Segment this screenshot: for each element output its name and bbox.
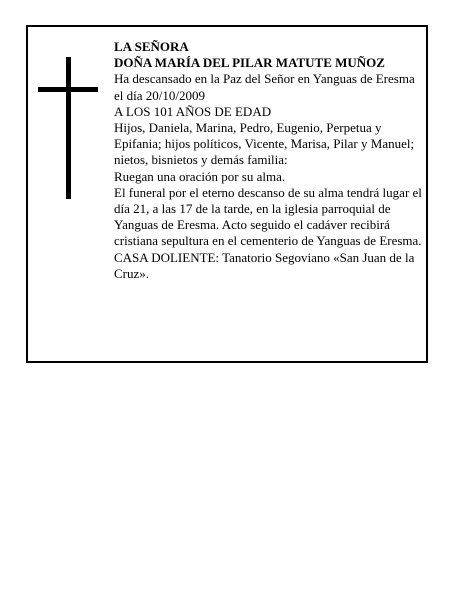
funeral-details: El funeral por el eterno descanso de su alma tendrá lugar el día 21, a las 17 de la tarde, en la iglesia parroquial de Yanguas de Eresma. Acto seguido el cadáver recibirá cristiana sepultura en el cementerio de Yanguas de Eresma. [114,184,422,249]
mourning-house: CASA DOLIENTE: Tanatorio Segoviano «San Juan de la Cruz». [114,249,415,281]
cross-icon [38,57,98,199]
cross-horizontal-bar [38,87,98,92]
notice-title: LA SEÑORA [114,39,189,54]
family-list: Hijos, Daniela, Marina, Pedro, Eugenio, Perpetua y Epifania; hijos políticos, Vicente, Marisa, Pilar y Manuel; nietos, bisnietos y demás familia: [114,120,415,168]
cross-vertical-bar [66,57,71,199]
obituary-notice [26,25,428,363]
obituary-text [114,39,426,282]
prayer-request: Ruegan una oración por su alma. [114,168,286,184]
death-announcement: Ha descansado en la Paz del Señor en Yanguas de Eresma el día 20/10/2009 [114,71,415,103]
deceased-name: DOÑA MARÍA DEL PILAR MATUTE MUÑOZ [114,55,385,71]
age-line: A LOS 101 AÑOS DE EDAD [114,103,272,119]
